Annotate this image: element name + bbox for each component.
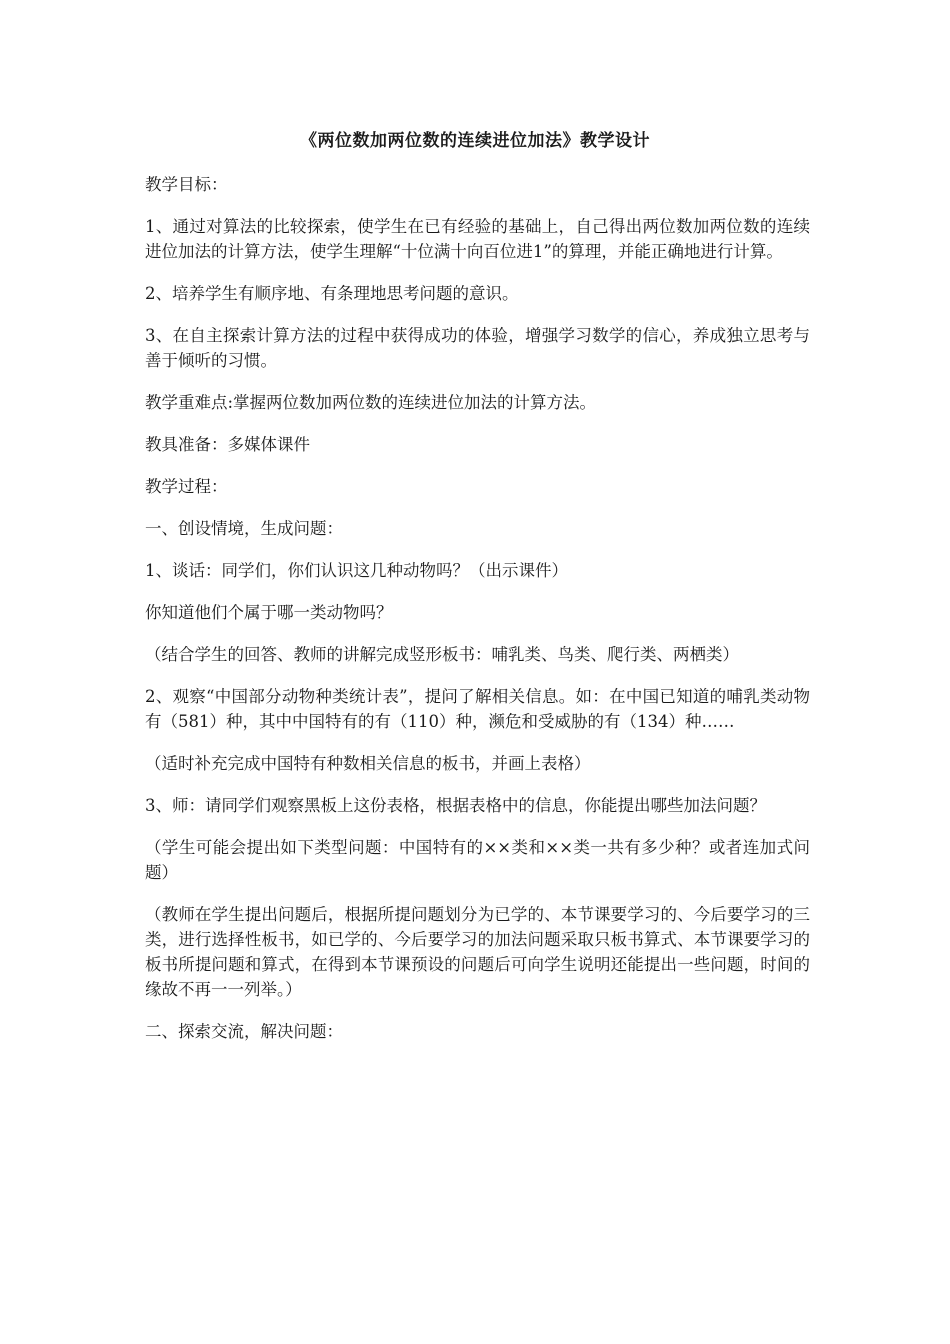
objective-paragraph-3: 3、在自主探索计算方法的过程中获得成功的体验，增强学习数学的信心，养成独立思考与善于倾听的习惯。 — [145, 326, 810, 370]
process-paragraph-6: 3、师：请同学们观察黑板上这份表格，根据表格中的信息，你能提出哪些加法问题？ — [145, 796, 766, 815]
section-heading-process: 教学过程： — [145, 477, 228, 496]
key-difficulty-paragraph: 教学重难点:掌握两位数加两位数的连续进位加法的计算方法。 — [145, 393, 597, 412]
process-paragraph-2: 你知道他们个属于哪一类动物吗？ — [145, 603, 393, 622]
process-paragraph-1: 1、谈话：同学们，你们认识这几种动物吗？（出示课件） — [145, 561, 568, 580]
document-title: 《两位数加两位数的连续进位加法》教学设计 — [300, 131, 650, 151]
section-heading-part-one: 一、创设情境，生成问题： — [145, 519, 343, 538]
process-paragraph-5: （适时补充完成中国特有种数相关信息的板书，并画上表格） — [145, 754, 591, 773]
objective-paragraph-1: 1、通过对算法的比较探索，使学生在已有经验的基础上，自己得出两位数加两位数的连续进位加法的计算方法，使学生理解“十位满十向百位进1”的算理，并能正确地进行计算。 — [145, 217, 810, 261]
process-paragraph-3: （结合学生的回答、教师的讲解完成竖形板书：哺乳类、鸟类、爬行类、两栖类） — [145, 645, 739, 664]
process-paragraph-7: （学生可能会提出如下类型问题：中国特有的××类和××类一共有多少种？或者连加式问题） — [145, 838, 810, 882]
section-heading-part-two: 二、探索交流，解决问题： — [145, 1022, 343, 1041]
section-heading-objectives: 教学目标： — [145, 175, 228, 194]
teaching-aids-paragraph: 教具准备：多媒体课件 — [145, 435, 310, 454]
process-paragraph-4: 2、观察“中国部分动物种类统计表”，提问了解相关信息。如：在中国已知道的哺乳类动物有（581）种，其中中国特有的有（110）种，濒危和受威胁的有（134）种…… — [145, 687, 810, 731]
process-paragraph-8: （教师在学生提出问题后，根据所提问题划分为已学的、本节课要学习的、今后要学习的三类，进行选择性板书，如已学的、今后要学习的加法问题采取只板书算式、本节课要学习的板书所提问题和算式，在得到本节课预设的问题后可向学生说明还能提出一些问题，时间的缘故不再一一列举。） — [145, 905, 810, 999]
objective-paragraph-2: 2、培养学生有顺序地、有条理地思考问题的意识。 — [145, 284, 519, 303]
document-body — [145, 172, 810, 1061]
